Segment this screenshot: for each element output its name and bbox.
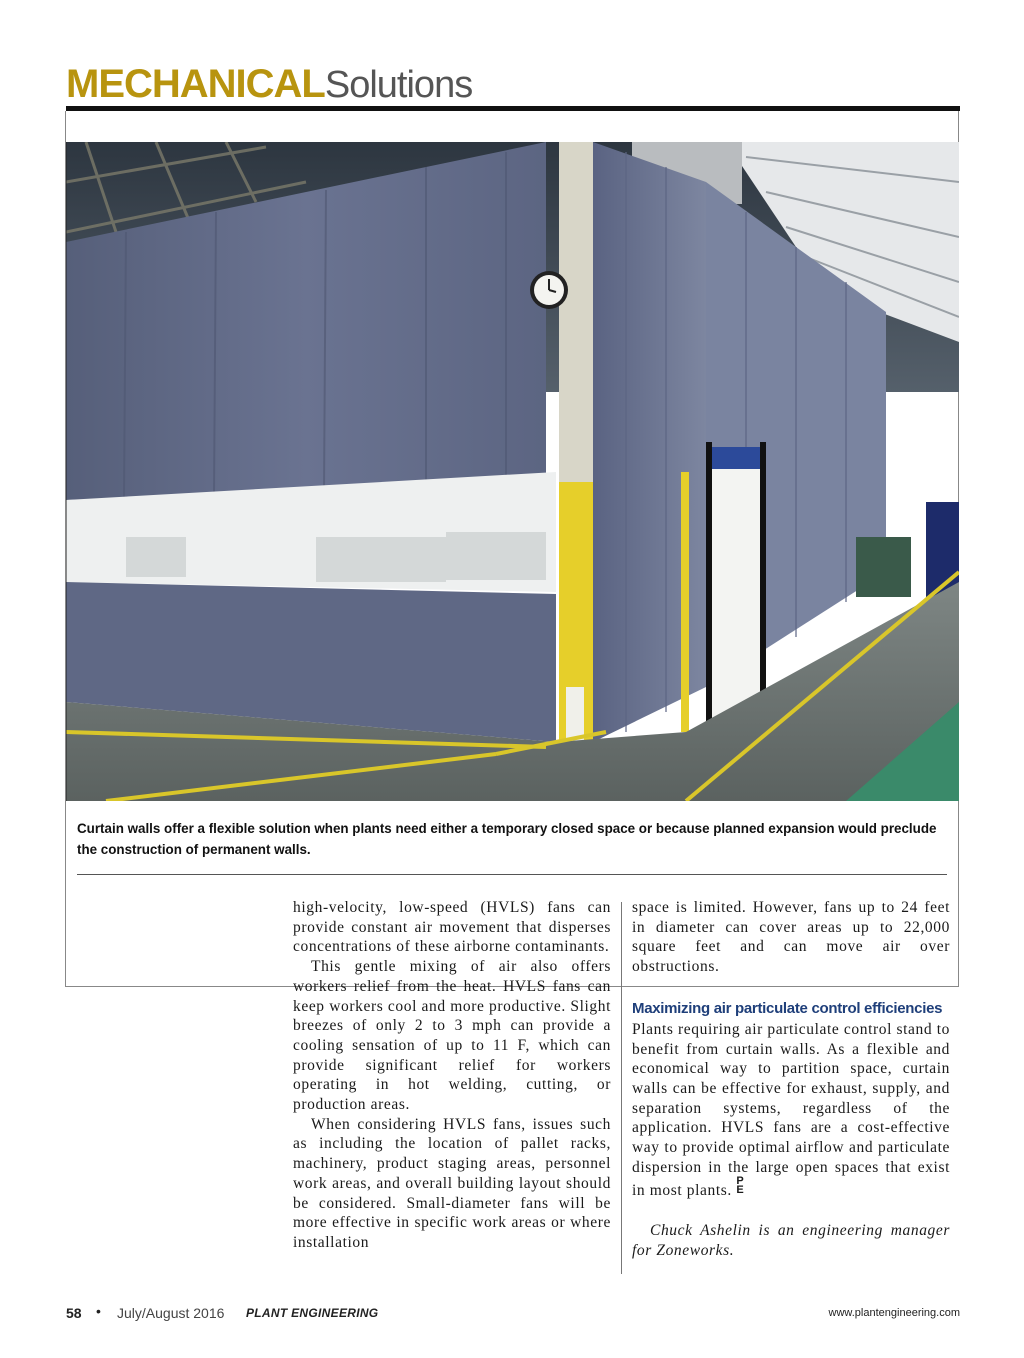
paragraph: When considering HVLS fans, issues such as including the location of pallet racks, machinery, product staging areas, personnel work areas, and overall building layout should be considered. Small-diameter fans will be more effective in specific work areas or where installation <box>293 1115 611 1251</box>
paragraph <box>632 1020 950 1201</box>
page-footer <box>66 1305 960 1325</box>
article-photo <box>66 142 959 801</box>
paragraph-text: Plants requiring air particulate control stand to benefit from curtain walls. As a flexible and economical way to partition space, curtain walls can be effective for exhaust, supply, and separation systems, regardless of the application. HVLS fans are a cost-effective way to provide optimal airflow and particulate dispersion in the large open spaces that exist in most plants. <box>632 1020 950 1200</box>
photo-caption: Curtain walls offer a flexible solution when plants need either a temporary closed space or because planned expansion would preclude the construction of permanent walls. <box>77 821 937 857</box>
paragraph: high-velocity, low-speed (HVLS) fans can provide constant air movement that disperses concentrations of these airborne contaminants. <box>293 899 611 956</box>
paragraph: This gentle mixing of air also offers workers relief from the heat. HVLS fans can keep workers cool and more productive. Slight breezes of only 2 to 3 mph can provide a cooling sensation of up to 11 F, which can provide significant relief for workers operating in hot welding, cutting, or production areas. <box>293 958 611 1114</box>
website-url[interactable]: www.plantengineering.com <box>828 1307 960 1319</box>
article-column-2 <box>632 898 950 1261</box>
section-title-strong: MECHANICAL <box>66 62 325 106</box>
page-number: 58 <box>66 1305 82 1321</box>
end-of-article-mark <box>736 1177 744 1195</box>
section-title-light: Solutions <box>324 64 473 106</box>
article-column-1 <box>293 898 611 1253</box>
magazine-name: PLANT ENGINEERING <box>246 1306 379 1320</box>
author-bio: Chuck Ashelin is an engineering manager for Zoneworks. <box>632 1222 950 1259</box>
issue-date: July/August 2016 <box>117 1305 225 1321</box>
endmark-bottom: E <box>736 1184 745 1197</box>
caption-rule <box>77 874 947 875</box>
subheading: Maximizing air particulate control efficiencies <box>632 999 943 1017</box>
section-title <box>66 64 472 104</box>
footer-separator: • <box>96 1303 101 1319</box>
endmark-top: P <box>736 1175 745 1188</box>
column-divider <box>621 902 622 1274</box>
paragraph: space is limited. However, fans up to 24 feet in diameter can cover areas up to 22,000 square feet and can move air over obstructions. <box>632 899 950 976</box>
